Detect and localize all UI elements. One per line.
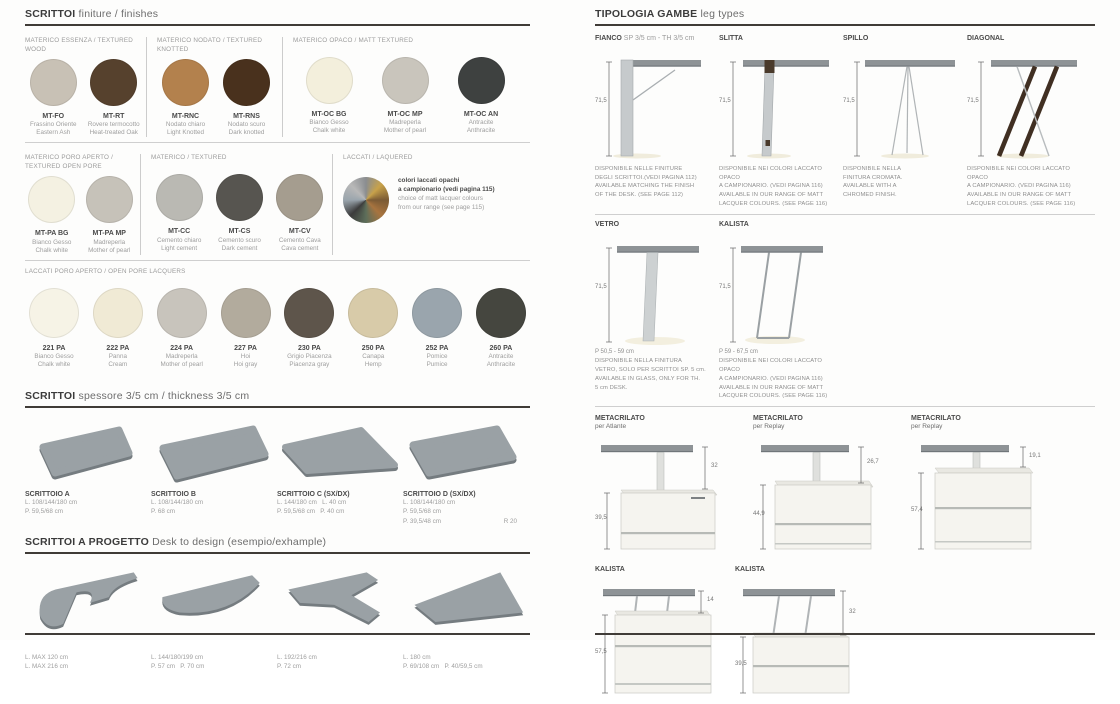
top-dim: 19,1: [1029, 453, 1041, 460]
finishes-header: [25, 8, 530, 20]
project-header: [25, 536, 530, 548]
swatch-name-it: Bianco Gesso: [309, 119, 349, 127]
metacrilato-subtitle: per Replay: [753, 422, 785, 430]
kalista-leg-drawing: [719, 234, 837, 346]
swatch-dot: [86, 176, 133, 223]
swatch-name-en: Light Knotted: [166, 129, 205, 137]
swatch-code: MT-RNC: [171, 113, 200, 120]
desk-name: SCRITTOIO A: [25, 491, 70, 499]
swatch-name-it: Cemento scuro: [218, 236, 261, 244]
group-label: LACCATI PORO APERTO / OPEN PORE LACQUERS: [25, 267, 186, 275]
leg-name: DIAGONAL: [967, 35, 1005, 42]
box-dim: 44,9: [753, 511, 765, 518]
leg-description: DISPONIBILE NELLA FINITURA CROMATA. AVAILABLE WITH A CHROMED FINISH.: [843, 166, 903, 199]
desk-shape-c-image: [277, 416, 401, 482]
project-dim: L. 144/180/199 cm: [151, 653, 204, 661]
finish-swatch: [83, 176, 137, 254]
swatch-name-it: Hoi: [240, 352, 251, 360]
swatch-code: 260 PA: [489, 344, 513, 352]
swatch-name-it: Cemento chiaro: [156, 236, 202, 244]
swatch-dot: [223, 59, 270, 106]
swatch-name-en: Chalk white: [35, 246, 69, 254]
group-label: MATERICO PORO APERTO / TEXTURED OPEN PORE: [25, 154, 114, 170]
project-shape-2: [151, 562, 275, 671]
swatch-name-en: Piacenza gray: [289, 361, 330, 369]
desk-top-b: [151, 416, 275, 525]
swatch-name-en: Eastern Ash: [36, 129, 71, 137]
swatch-name-it: Antracite: [488, 352, 514, 360]
project-shapes-row: [25, 554, 530, 671]
leg-description: DISPONIBILE NELLE FINITURE DEGLI SCRITTOI.(VEDI PAGINA 112) AVAILABLE MATCHING THE FINISH OF THE DESK. (SEE PAGE 112): [595, 166, 697, 199]
leg-height-dim: 71,5: [719, 284, 731, 291]
kalista-cabinet-2: [735, 565, 875, 698]
project-shape-3-image: [277, 562, 401, 640]
project-shape-1-image: [25, 562, 149, 640]
finish-swatch: [151, 174, 207, 252]
metacrilato-row: [595, 407, 1095, 556]
slitta-leg-drawing: [719, 48, 837, 160]
swatch-name-en: Dark knotted: [228, 129, 265, 137]
bottom-rule: [25, 633, 530, 635]
leg-height-dim: 71,5: [595, 98, 607, 104]
metacrilato-subtitle: per Replay: [911, 422, 943, 430]
swatch-name-en: Light cement: [161, 244, 198, 252]
finish-swatch: [153, 288, 211, 369]
box-dim: 57,5: [595, 648, 607, 655]
swatch-dot: [28, 176, 75, 223]
project-dim: P. 72 cm: [277, 662, 302, 670]
bottom-rule: [595, 633, 1095, 635]
kalista-title: KALISTA: [595, 566, 625, 574]
desk-dim: P. 59,5/68 cm: [25, 508, 64, 516]
metacrilato-replay-2: [911, 414, 1069, 556]
finish-group-textured-wood: [25, 37, 146, 137]
metacrilato-drawing: [595, 435, 735, 555]
swatch-dot: [30, 59, 77, 106]
leg-types-column: [595, 0, 1095, 667]
thickness-shapes-row: [25, 408, 530, 525]
swatch-name-en: Heat-treated Oak: [89, 129, 138, 137]
leg-diagonal: [967, 35, 1091, 208]
group-label: MATERICO OPACO / MATT TEXTURED: [293, 37, 414, 44]
thickness-subtitle: spessore 3/5 cm / thickness 3/5 cm: [78, 390, 250, 403]
project-dim: L. MAX 120 cm: [25, 653, 69, 661]
finishes-subtitle: finiture / finishes: [78, 8, 159, 20]
finish-swatch: [472, 288, 530, 369]
swatch-name-en: Hoi gray: [233, 361, 258, 369]
box-dim: 57,4: [911, 507, 923, 514]
project-dim: P. 69/108 cm P. 40/59,5 cm: [403, 662, 483, 670]
swatch-dot: [93, 288, 143, 338]
leg-row-2: [595, 215, 1095, 400]
desk-name: SCRITTOIO D (SX/DX): [403, 491, 476, 499]
finish-swatch: [369, 57, 441, 135]
lacquer-colour-wheel-icon: [343, 177, 389, 223]
project-dim: P. 57 cm P. 70 cm: [151, 662, 205, 670]
swatch-name-en: Hemp: [364, 361, 382, 369]
lacquer-note-line: from our range (see page 115): [398, 204, 485, 212]
swatch-code: 224 PA: [170, 344, 194, 352]
kalista-cabinet-1: [595, 565, 735, 698]
lacquer-note-line: colori laccati opachi: [398, 177, 460, 185]
finish-group-textured-knotted: [146, 37, 282, 137]
leg-name: SLITTA: [719, 35, 743, 42]
leg-height-dim: 71,5: [967, 98, 979, 104]
top-dim: 14: [707, 596, 714, 603]
leg-description: DISPONIBILE NEI COLORI LACCATO OPACO A CAMPIONARIO. (VEDI PAGINA 116) AVAILABLE IN OUR RANGE OF MATT LACQUER COLOURS. (SEE PAGE 116): [719, 358, 828, 400]
project-title: SCRITTOI A PROGETTO: [25, 535, 149, 548]
group-label: MATERICO ESSENZA / TEXTURED WOOD: [25, 37, 134, 53]
swatch-code: 230 PA: [297, 344, 321, 352]
swatch-name-en: Dark cement: [221, 244, 258, 252]
desk-dim: P. 68 cm: [151, 508, 176, 516]
swatch-name-it: Cemento Cava: [278, 236, 321, 244]
finish-row-3: [25, 261, 530, 378]
leg-vetro: [595, 221, 719, 400]
leg-height-dim: 71,5: [843, 98, 855, 104]
fianco-leg-drawing: [595, 48, 713, 160]
thickness-title: SCRITTOI: [25, 390, 76, 403]
swatch-name-it: Rovere termocotto: [87, 121, 140, 129]
finish-group-lacquered: [332, 154, 522, 254]
desk-dim: L. 108/144/180 cm: [25, 499, 78, 507]
metacrilato-title: METACRILATO: [911, 414, 961, 422]
swatch-name-en: Mother of pearl: [383, 127, 427, 135]
desk-dim: P. 59,5/68 cm P. 40 cm: [277, 508, 345, 516]
swatch-code: MT-RNS: [233, 113, 260, 120]
finish-swatch: [218, 59, 275, 137]
swatch-name-en: Chalk white: [312, 127, 346, 135]
desk-dim: L. 144/180 cm L. 40 cm: [277, 499, 347, 507]
finish-swatch: [211, 174, 267, 252]
desk-dim-text: P. 39,5/48 cm: [403, 517, 442, 525]
leg-spec: SP 3/5 cm - TH 3/5 cm: [623, 35, 695, 42]
swatch-name-it: Nodato scuro: [227, 121, 266, 129]
metacrilato-title: METACRILATO: [595, 414, 645, 422]
swatch-name-en: Pumice: [426, 361, 448, 369]
leg-depth-range: P 50,5 - 59 cm: [595, 349, 634, 356]
finish-swatch: [408, 288, 466, 369]
swatch-code: MT-RT: [103, 113, 125, 120]
desk-top-c: [277, 416, 401, 525]
swatch-dot: [382, 57, 429, 104]
project-shape-2-image: [151, 562, 275, 640]
thickness-header: [25, 390, 530, 402]
desk-shape-b-image: [151, 416, 275, 482]
group-label: LACCATI / LAQUERED: [343, 154, 413, 162]
swatch-code: 252 PA: [425, 344, 449, 352]
swatch-name-it: Bianco Gesso: [34, 352, 74, 360]
legs-subtitle: leg types: [700, 8, 745, 20]
lacquer-note-line: a campionario (vedi pagina 115): [398, 186, 495, 194]
swatch-name-en: Mother of pearl: [88, 246, 131, 254]
desk-name: SCRITTOIO C (SX/DX): [277, 491, 350, 499]
legs-header: [595, 8, 1095, 20]
group-label: MATERICO / TEXTURED: [151, 154, 227, 162]
finish-swatch: [445, 57, 517, 135]
leg-description: DISPONIBILE NEI COLORI LACCATO OPACO A CAMPIONARIO. (VEDI PAGINA 116) AVAILABLE IN OUR RANGE OF MATT LACQUER COLOURS. (SEE PAGE 116): [719, 166, 828, 207]
finish-group-matt-textured: [282, 37, 522, 137]
project-dim: L. 180 cm: [403, 653, 431, 661]
finish-swatch: [280, 288, 338, 369]
desk-radius: R 20: [503, 517, 517, 525]
swatch-name-en: Anthracite: [486, 361, 516, 369]
project-shape-3: [277, 562, 401, 671]
leg-height-dim: 71,5: [595, 284, 607, 291]
swatch-code: 222 PA: [106, 344, 130, 352]
leg-description: DISPONIBILE NEI COLORI LACCATO OPACO A CAMPIONARIO. (VEDI PAGINA 116) AVAILABLE IN OUR RANGE OF MATT LACQUER COLOURS. (SEE PAGE 116): [967, 166, 1076, 207]
finish-group-open-pore: [25, 154, 140, 254]
swatch-name-it: Canapa: [362, 352, 385, 360]
finish-swatch: [217, 288, 275, 369]
leg-row-1: [595, 26, 1095, 208]
swatch-code: MT-OC AN: [463, 111, 499, 118]
project-dim: L. MAX 216 cm: [25, 662, 69, 670]
swatch-dot: [476, 288, 526, 338]
swatch-name-en: Anthracite: [466, 127, 496, 135]
leg-spillo: [843, 35, 967, 208]
leg-name: FIANCO: [595, 35, 622, 42]
finish-swatch: [25, 176, 79, 254]
swatch-dot: [412, 288, 462, 338]
group-label: MATERICO NODATO / TEXTURED KNOTTED: [157, 37, 263, 53]
finish-swatch: [157, 59, 214, 137]
leg-description: DISPONIBILE NELLA FINITURA VETRO, SOLO PER SCRITTOI SP. 5 cm. AVAILABLE IN GLASS, ONLY FOR TH. 5 cm DESK.: [595, 358, 706, 391]
swatch-name-it: Panna: [108, 352, 127, 360]
desk-shape-a-image: [25, 416, 145, 482]
swatch-code: 250 PA: [361, 344, 385, 352]
diagonal-leg-drawing: [967, 48, 1085, 160]
project-shape-1: [25, 562, 149, 671]
swatch-dot: [306, 57, 353, 104]
swatch-name-it: Antracite: [468, 119, 494, 127]
finish-swatch: [293, 57, 365, 135]
leg-height-dim: 71,5: [719, 98, 731, 104]
lacquer-note-line: choice of matt lacquer colours: [398, 195, 483, 203]
swatch-name-en: Mother of pearl: [160, 361, 203, 369]
finish-group-textured: [140, 154, 332, 254]
vetro-leg-drawing: [595, 234, 713, 346]
leg-slitta: [719, 35, 843, 208]
spillo-leg-drawing: [843, 48, 961, 160]
desk-dim: L. 108/144/180 cm: [151, 499, 204, 507]
project-shape-4-image: [403, 562, 527, 640]
finish-swatch: [272, 174, 328, 252]
metacrilato-atlante: [595, 414, 753, 556]
swatch-code: MT-CV: [288, 228, 311, 236]
legs-title: TIPOLOGIA GAMBE: [595, 8, 698, 20]
swatch-code: MT-CS: [228, 228, 251, 236]
swatch-dot: [458, 57, 505, 104]
swatch-code: MT-FO: [42, 113, 65, 120]
swatch-name-it: Nodato chiaro: [165, 121, 206, 129]
desk-dim: L. 108/144/180 cm: [403, 499, 456, 507]
finish-swatch: [89, 288, 147, 369]
finish-swatch: [86, 59, 143, 137]
top-dim: 32: [711, 463, 718, 470]
desk-top-a: [25, 416, 149, 525]
swatch-name-en: Cream: [108, 361, 128, 369]
kalista-title: KALISTA: [735, 566, 765, 574]
lacquer-note: [398, 177, 495, 223]
finish-row-2: [25, 143, 530, 259]
swatch-name-it: Bianco Gesso: [32, 238, 72, 246]
swatch-code: MT-PA MP: [92, 230, 126, 238]
swatch-name-en: Chalk white: [37, 361, 71, 369]
swatch-dot: [156, 174, 203, 221]
swatch-dot: [29, 288, 79, 338]
swatch-code: MT-OC BG: [311, 111, 347, 118]
desk-dim: P. 59,5/68 cm: [403, 508, 442, 516]
swatch-dot: [348, 288, 398, 338]
leg-fianco: [595, 35, 719, 208]
metacrilato-replay-1: [753, 414, 911, 556]
metacrilato-drawing: [753, 435, 893, 555]
finishes-title: SCRITTOI: [25, 8, 76, 20]
top-dim: 26,7: [867, 459, 879, 466]
swatch-dot: [221, 288, 271, 338]
swatch-name-it: Madreperla: [389, 119, 421, 127]
metacrilato-title: METACRILATO: [753, 414, 803, 422]
swatch-dot: [216, 174, 263, 221]
leg-depth-range: P 59 - 67,5 cm: [719, 349, 758, 356]
box-dim: 39,5: [735, 660, 747, 667]
swatch-code: MT-OC MP: [387, 111, 423, 118]
desk-shape-d-image: [403, 416, 523, 482]
finishes-column: [25, 0, 530, 670]
leg-name: VETRO: [595, 221, 620, 229]
swatch-dot: [276, 174, 323, 221]
kalista-row: [595, 555, 1095, 698]
swatch-name-it: Grigio Piacenza: [287, 352, 332, 360]
swatch-code: 221 PA: [42, 344, 66, 352]
swatch-name-it: Madreperla: [165, 352, 198, 360]
leg-name: KALISTA: [719, 221, 749, 229]
swatch-code: MT-PA BG: [35, 230, 69, 238]
kalista-cabinet-drawing: [595, 579, 725, 699]
top-dim: 32: [849, 608, 856, 615]
swatch-dot: [162, 59, 209, 106]
desk-dim: [403, 517, 527, 526]
swatch-dot: [90, 59, 137, 106]
metacrilato-subtitle: per Atlante: [595, 422, 627, 430]
finish-swatch: [25, 59, 82, 137]
project-dim: L. 192/216 cm: [277, 653, 317, 661]
leg-kalista: [719, 221, 843, 400]
swatch-name-it: Frassino Oriente: [29, 121, 77, 129]
project-shape-4: [403, 562, 527, 671]
finish-swatch: [25, 288, 83, 369]
project-subtitle: Desk to design (esempio/exhample): [152, 535, 327, 548]
swatch-name-it: Madreperla: [93, 238, 126, 246]
box-dim: 39,5: [595, 515, 607, 522]
desk-top-d: [403, 416, 527, 525]
finish-row-1: [25, 26, 530, 142]
desk-name: SCRITTOIO B: [151, 491, 196, 499]
swatch-dot: [284, 288, 334, 338]
kalista-cabinet-drawing: [735, 579, 865, 699]
leg-name: SPILLO: [843, 35, 869, 42]
swatch-name-en: Cava cement: [281, 244, 319, 252]
swatch-name-it: Pomice: [426, 352, 448, 360]
finish-swatch: [344, 288, 402, 369]
swatch-dot: [157, 288, 207, 338]
swatch-code: 227 PA: [234, 344, 257, 352]
swatch-code: MT-CC: [168, 228, 191, 236]
